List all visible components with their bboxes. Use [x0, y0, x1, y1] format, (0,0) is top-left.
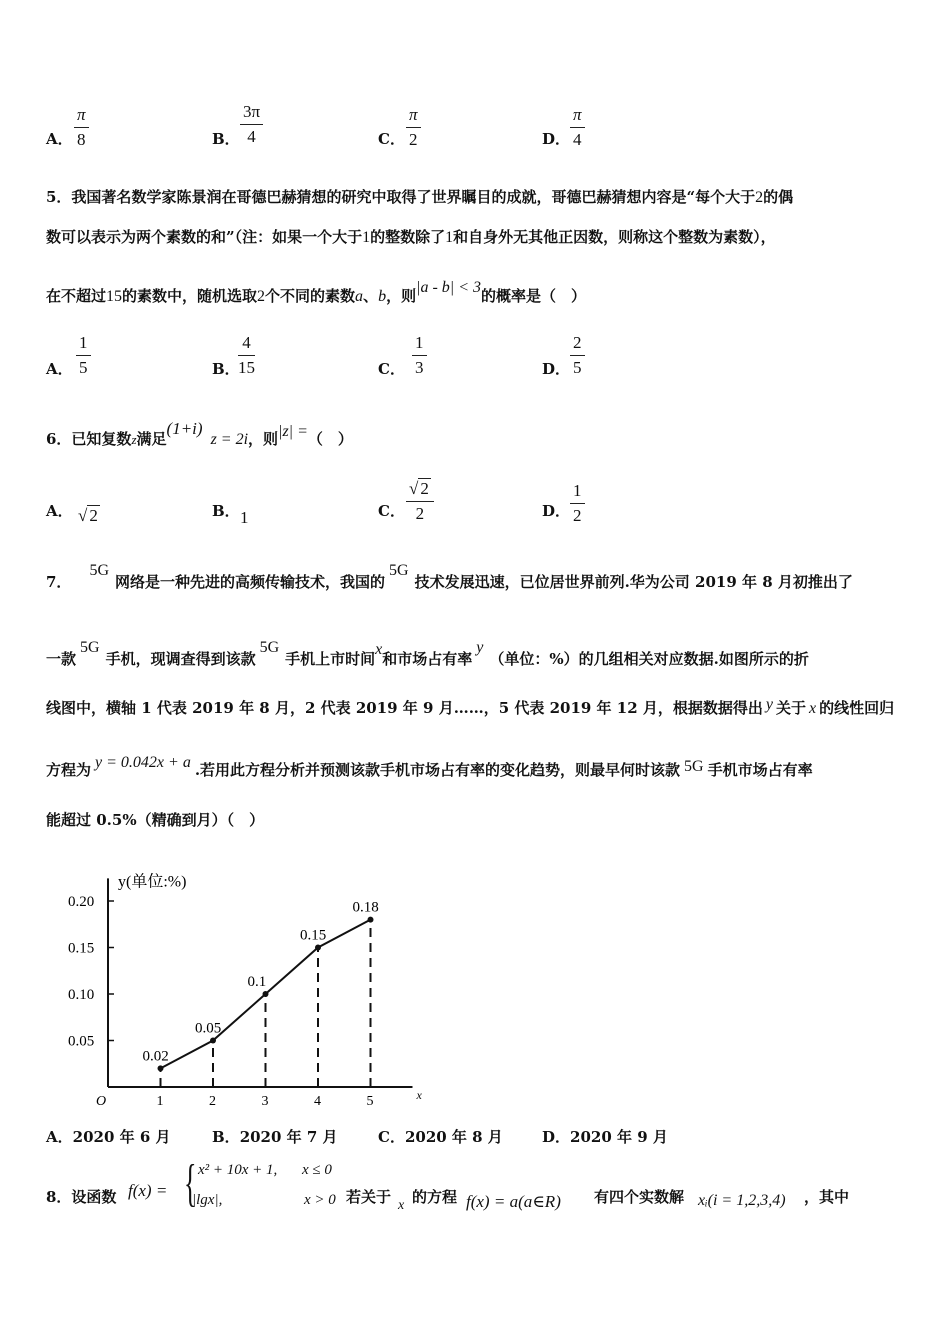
q5-option-b-label[interactable]: B．	[212, 360, 240, 378]
y-tick-label: 0.20	[68, 894, 95, 910]
q8-roots: xᵢ(i = 1,2,3,4)	[698, 1192, 786, 1209]
regression-equation: y = 0.042x + a	[95, 754, 191, 771]
y-axis-label: y(单位:%)	[118, 873, 187, 891]
q5-option-d-label[interactable]: D．	[542, 360, 571, 378]
q8-text-c: 的方程	[412, 1188, 458, 1206]
q4-option-b-value: 3π 4	[240, 101, 263, 148]
q8-text-b: 若关于	[346, 1188, 392, 1206]
q6-option-a-value: √ 2	[78, 506, 98, 525]
x-tick-label: 4	[314, 1094, 321, 1109]
q4-option-d-label[interactable]: D．	[542, 130, 571, 148]
q5-option-d-value: 2 5	[570, 332, 585, 379]
x-tick-label: 1	[156, 1094, 164, 1109]
q6-option-d-label[interactable]: D．	[542, 502, 571, 520]
q4-option-c-value: π 2	[406, 104, 421, 151]
q8-case-1-condition: x ≤ 0	[302, 1162, 332, 1178]
q6-option-b-value: 1	[240, 508, 249, 527]
data-point	[210, 1038, 216, 1044]
x-tick-label: 5	[366, 1094, 374, 1109]
data-label: 0.18	[352, 899, 379, 916]
q4-option-c-label[interactable]: C．	[378, 130, 405, 148]
q4-option-a-label[interactable]: A．	[46, 130, 73, 148]
origin-label: O	[96, 1094, 107, 1109]
q8-intro: 8．设函数	[46, 1188, 117, 1206]
x-tick-label: 3	[261, 1094, 269, 1109]
q7-option-c[interactable]: C．2020 年 8 月	[378, 1128, 503, 1146]
q4-option-b-label[interactable]: B．	[212, 130, 240, 148]
q4-option-d-value: π 4	[570, 104, 585, 151]
q8-brace: {	[184, 1155, 197, 1212]
q8-case-2-condition: x > 0	[304, 1192, 336, 1208]
q6-option-c-label[interactable]: C．	[378, 502, 405, 520]
q6-stem: 6．已知复数z满足(1+i)z = 2i，则|z| =（ ）	[46, 419, 353, 448]
q6-option-a-label[interactable]: A．	[46, 502, 73, 520]
q6-option-d-value: 1 2	[570, 480, 585, 527]
q7-option-a[interactable]: A．2020 年 6 月	[46, 1128, 171, 1146]
data-point	[158, 1065, 164, 1071]
q7-line-2: 一款5G手机，现调查得到该款5G手机上市时间x和市场占有率y（单位：%）的几组相关对应数据.如图所示的折	[46, 639, 809, 668]
q7-line-4: 方程为 y = 0.042x + a .若用此方程分析并预测该款手机市场占有率的变化趋势，则最早何时该款 5G 手机市场占有率	[46, 754, 813, 779]
x-axis-label: x	[416, 1088, 422, 1102]
q5-option-c-label[interactable]: C．	[378, 360, 405, 378]
data-label: 0.02	[142, 1048, 169, 1065]
q5-line-1: 5．我国著名数学家陈景润在哥德巴赫猜想的研究中取得了世界瞩目的成就，哥德巴赫猜想内容是“每个大于2的偶	[46, 188, 794, 206]
data-label: 0.1	[247, 974, 267, 990]
q8-equation: f(x) = a(a∈R)	[466, 1192, 561, 1211]
q7-line-5: 能超过 0.5%（精确到月）（ ）	[46, 811, 265, 829]
q8-case-1: x² + 10x + 1,	[198, 1162, 278, 1178]
data-label: 0.05	[195, 1020, 222, 1037]
q7-option-d[interactable]: D．2020 年 9 月	[542, 1128, 668, 1146]
q8-text-e: ，其中	[804, 1188, 850, 1206]
q8-function-name: f(x) =	[128, 1181, 168, 1200]
x-tick-label: 2	[209, 1094, 216, 1109]
market-share-line-chart	[60, 855, 440, 1115]
y-tick-label: 0.05	[68, 1033, 95, 1050]
q5-option-a-label[interactable]: A．	[46, 360, 73, 378]
q8-case-2: |lgx|,	[192, 1192, 223, 1208]
data-point	[263, 991, 269, 997]
data-point	[315, 945, 321, 951]
q7-line-1: 7．5G网络是一种先进的高频传输技术，我国的5G技术发展迅速，已位居世界前列.华为公司 2019 年 8 月初推出了	[46, 562, 853, 591]
q5-option-a-value: 1 5	[76, 332, 91, 379]
q7-line-3: 线图中，横轴 1 代表 2019 年 8 月，2 代表 2019 年 9 月……，5 代表 2019 年 12 月，根据数据得出 y 关于 x 的线性回归	[46, 696, 895, 717]
q5-line-3: 在不超过15的素数中，随机选取2个不同的素数a、b，则|a - b| < 3的概率是（ ）	[46, 279, 587, 305]
data-point	[368, 917, 374, 923]
y-tick-label: 0.15	[68, 940, 95, 957]
q4-option-a-value: π 8	[74, 104, 89, 151]
q5-line-2: 数可以表示为两个素数的和”（注：如果一个大于1的整数除了1和自身外无其他正因数，则称这个整数为素数），	[46, 228, 776, 246]
data-label: 0.15	[300, 927, 327, 944]
q8-var-x: x	[398, 1198, 405, 1213]
q5-option-c-value: 1 3	[412, 332, 427, 379]
q6-option-b-label[interactable]: B．	[212, 502, 240, 520]
q5-option-b-value: 4 15	[238, 333, 255, 377]
q6-option-c-value: √ 2 2	[406, 478, 434, 525]
q8-text-d: 有四个实数解	[594, 1188, 685, 1206]
q7-option-b[interactable]: B．2020 年 7 月	[212, 1128, 338, 1146]
y-tick-label: 0.10	[68, 987, 95, 1003]
